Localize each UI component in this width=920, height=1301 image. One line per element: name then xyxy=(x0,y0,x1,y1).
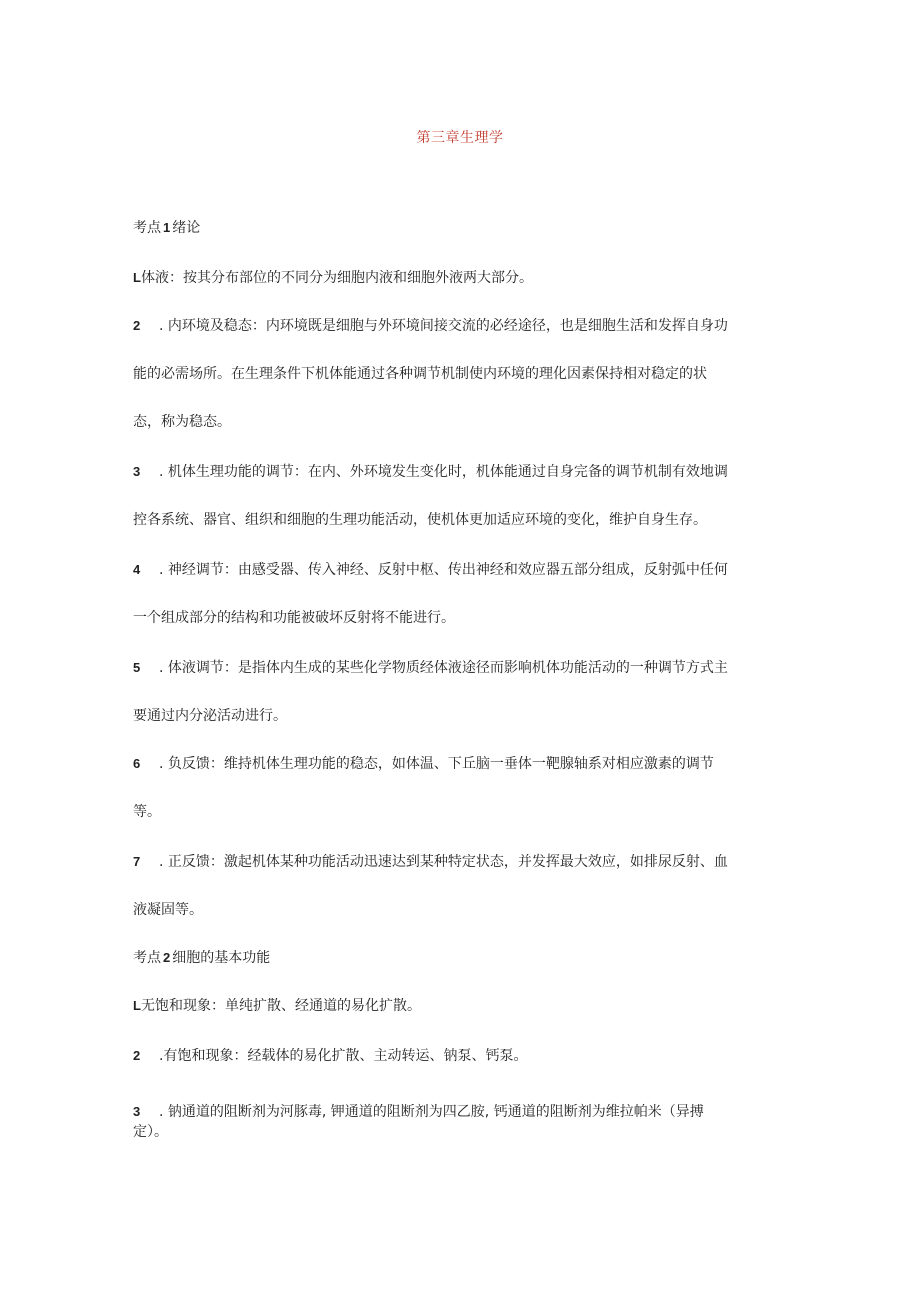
item-text-line: 等。 xyxy=(133,804,161,820)
section-heading-text: 绪论 xyxy=(172,220,201,236)
item-number: 3 xyxy=(133,1104,141,1119)
section-heading-prefix: 考点 xyxy=(133,950,161,966)
item-text-line: 无饱和现象：单纯扩散、经通道的易化扩散。 xyxy=(140,998,421,1014)
list-item xyxy=(133,1046,793,1066)
list-item xyxy=(133,1102,793,1122)
section-heading-number: 2 xyxy=(163,950,171,965)
list-item xyxy=(133,852,793,872)
item-number: L xyxy=(133,998,141,1013)
item-text-line: 定）。 xyxy=(133,1124,168,1140)
list-item xyxy=(133,754,793,774)
item-text-line: 体液：按其分布部位的不同分为细胞内液和细胞外液两大部分。 xyxy=(140,270,533,286)
list-item xyxy=(133,658,793,678)
item-text-line: . 内环境及稳态：内环境既是细胞与外环境间接交流的必经途径，也是细胞生活和发挥自身功 xyxy=(159,318,728,334)
item-text-line: 控各系统、器官、组织和细胞的生理功能活动，使机体更加适应环境的变化，维护自身生存。 xyxy=(133,512,707,528)
section-heading-prefix: 考点 xyxy=(133,220,161,236)
item-text-line: . 正反馈：激起机体某种功能活动迅速达到某种特定状态，并发挥最大效应，如排尿反射、血 xyxy=(159,854,728,870)
item-number: 6 xyxy=(133,756,141,771)
list-item xyxy=(133,316,793,336)
item-number: L xyxy=(133,270,141,285)
item-number: 2 xyxy=(133,1048,141,1063)
item-text-line: 要通过内分泌活动进行。 xyxy=(133,708,287,724)
item-text-line: 一个组成部分的结构和功能被破坏反射将不能进行。 xyxy=(133,610,455,626)
item-text-line: . 神经调节：由感受器、传入神经、反射中枢、传出神经和效应器五部分组成，反射弧中任何 xyxy=(159,562,728,578)
item-text-line: . 体液调节：是指体内生成的某些化学物质经体液途径而影响机体功能活动的一种调节方式主 xyxy=(159,660,728,676)
item-text-line: . 机体生理功能的调节：在内、外环境发生变化时，机体能通过自身完备的调节机制有效地调 xyxy=(159,464,728,480)
item-number: 7 xyxy=(133,854,141,869)
item-number: 3 xyxy=(133,464,141,479)
list-item xyxy=(133,996,793,1016)
list-item xyxy=(133,268,793,288)
item-number: 2 xyxy=(133,318,141,333)
item-text-line: 能的必需场所。在生理条件下机体能通过各种调节机制使内环境的理化因素保持相对稳定的状 xyxy=(133,366,707,382)
item-text-line: 液凝固等。 xyxy=(133,902,203,918)
list-item xyxy=(133,560,793,580)
item-number: 4 xyxy=(133,562,141,577)
list-item xyxy=(133,462,793,482)
item-text-line: . 钠通道的阻断剂为河豚毒, 钾通道的阻断剂为四乙胺, 钙通道的阻断剂为维拉帕米（异搏 xyxy=(159,1104,704,1120)
section-heading-text: 细胞的基本功能 xyxy=(172,950,271,966)
page-title: 第三章生理学 xyxy=(416,130,504,146)
section-heading-1 xyxy=(133,218,793,238)
item-text-line: 态，称为稳态。 xyxy=(133,414,231,430)
section-heading-number: 1 xyxy=(163,220,171,235)
item-number: 5 xyxy=(133,660,141,675)
section-heading-2 xyxy=(133,948,793,968)
item-text-line: .有饱和现象：经载体的易化扩散、主动转运、钠泵、钙泵。 xyxy=(159,1048,528,1064)
item-text-line: . 负反馈：维持机体生理功能的稳态，如体温、下丘脑一垂体一靶腺轴系对相应激素的调节 xyxy=(159,756,714,772)
